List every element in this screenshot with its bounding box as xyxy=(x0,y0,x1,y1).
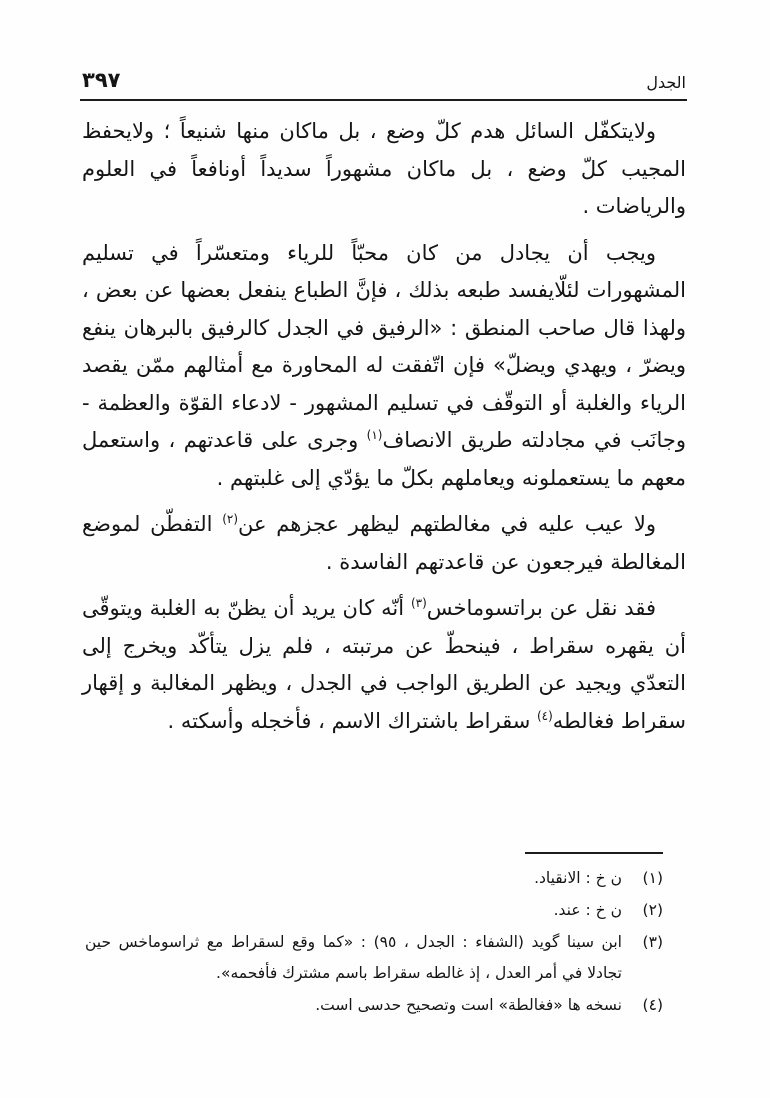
footnote-item xyxy=(85,863,663,894)
footnote-marker: (٢) xyxy=(642,901,663,919)
footnotes-section xyxy=(85,852,663,1022)
footnote-marker: (٤) xyxy=(642,996,663,1014)
footnote-ref: (٣) xyxy=(410,596,427,610)
footnote-ref: (١) xyxy=(366,428,383,442)
footnote-marker: (١) xyxy=(642,869,663,887)
paragraph: فقد نقل عن براتسوماخس$^{(٣)}$ أنّه كان يريد أن يظنّ به الغلبة ويتوقّى أن يقهره سقراط ، فينحطّ عن مرتبته ، فلم يزل يتأكّد ويخرج إلى التعدّي ويجيد عن الطريق الواجب في الجدل ، ويظهر المغالبة و إقهار سقراط فغالطه$^{(٤)}$ سقراط باشتراك الاسم ، فأخجله وأسكته . xyxy=(82,596,686,733)
footnote-marker: (٣) xyxy=(642,933,663,951)
page-number: ٣٩٧ xyxy=(82,68,121,92)
running-title: الجدل xyxy=(646,73,686,92)
paragraph: ولا عيب عليه في مغالطتهم ليظهر عجزهم عن$^{(٢)}$ التفطّن لموضع المغالطة فيرجعون عن قاعدتهم الفاسدة . xyxy=(82,512,686,574)
running-header xyxy=(82,68,686,92)
footnote-separator-rule xyxy=(525,852,663,854)
body-text xyxy=(82,113,686,749)
footnote-text: ن خ : الانقياد. xyxy=(534,869,622,887)
footnote-ref: (٢) xyxy=(222,512,239,526)
footnote-text: ن خ : عند. xyxy=(553,901,622,919)
footnote-item xyxy=(85,990,663,1021)
footnote-text: نسخه ها «فغالطة» است وتصحيح حدسى است. xyxy=(315,996,622,1014)
paragraph: ولايتكفّل السائل هدم كلّ وضع ، بل ماكان منها شنيعاً ؛ ولايحفظ المجيب كلّ وضع ، بل ماكان مشهوراً سديداً أونافعاً في العلوم والرياضات . xyxy=(82,119,686,218)
footnote-item xyxy=(85,927,663,989)
footnote-text: ابن سينا گويد (الشفاء : الجدل ، ٩٥) : «كما وقع لسقراط مع ثراسوماخس حين تجادلا في أمر العدل ، إذ غالطه سقراط باسم مشترك فأفحمه». xyxy=(85,933,622,982)
paragraph: ويجب أن يجادل من كان محبّاً للرياء ومتعسّراً في تسليم المشهورات لئلّايفسد طبعه بذلك ، فإنَّ الطباع ينفعل بعضها عن بعض ، ولهذا قال صاحب المنطق : «الرفيق في الجدل كالرفيق بالبرهان ينفع ويضرّ ، ويهدي ويضلّ» فإن اتّفقت له المحاورة مع أمثالهم ممّن يقصد الرياء والغلبة أو التوقّف في تسليم المشهور - لادعاء القوّة والعظمة - وجانَب في مجادلته طريق الانصاف$^{(١)}$ وجرى على قاعدتهم ، واستعمل معهم ما يستعملونه ويعاملهم بكلّ ما يؤدّي إلى غلبتهم . xyxy=(82,240,686,490)
footnote-ref: (٤) xyxy=(536,708,553,723)
header-rule xyxy=(80,99,687,101)
footnote-item xyxy=(85,895,663,926)
footnote-list xyxy=(85,863,663,1021)
